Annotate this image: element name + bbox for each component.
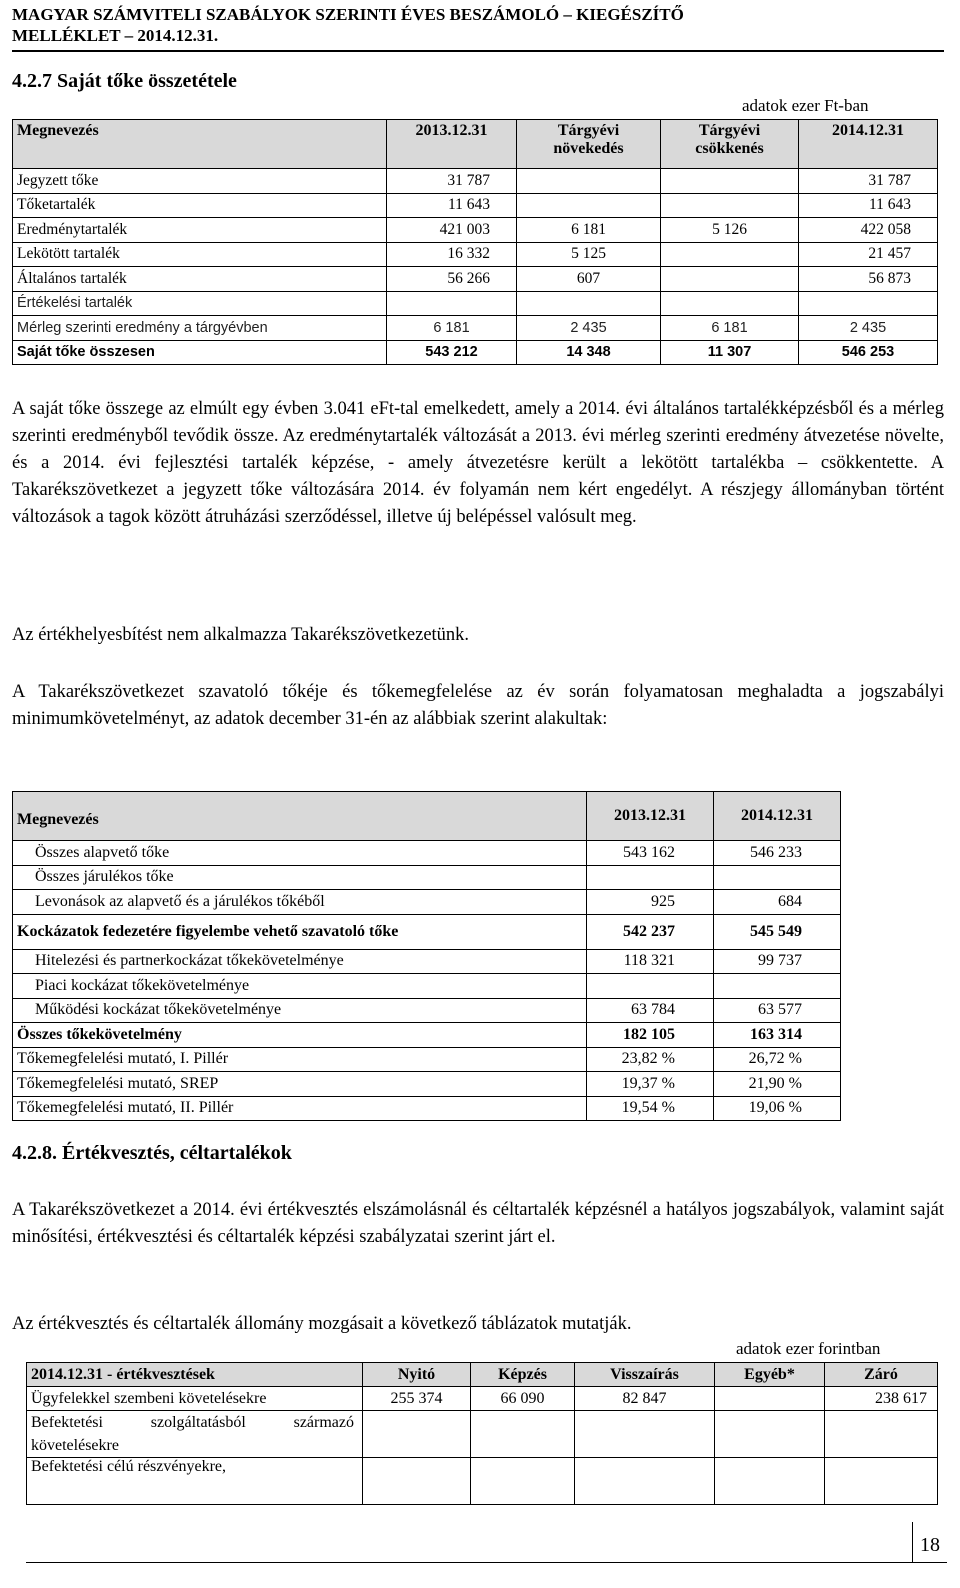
- table-row: [27, 1411, 938, 1458]
- cell: [517, 169, 661, 194]
- cell: 118 321: [587, 949, 714, 974]
- cell: 422 058: [799, 218, 938, 243]
- cell: 238 617: [825, 1387, 938, 1411]
- cell: 546 253: [799, 340, 938, 365]
- header-cell: Megnevezés: [13, 120, 387, 169]
- cell: [387, 291, 517, 316]
- table-row: [13, 998, 841, 1023]
- header-cell: 2014.12.31: [714, 792, 841, 841]
- cell: 545 549: [714, 914, 841, 949]
- cell: [714, 865, 841, 890]
- cell: [715, 1387, 825, 1411]
- cell: 607: [517, 267, 661, 292]
- cell: 255 374: [363, 1387, 471, 1411]
- table-row: [13, 865, 841, 890]
- cell: 21 457: [799, 242, 938, 267]
- row-label: Befektetési célú részvényekre,: [27, 1458, 363, 1505]
- cell: [661, 242, 799, 267]
- header-cell: Záró: [825, 1363, 938, 1387]
- cell: [715, 1458, 825, 1505]
- row-label: Hitelezési és partnerkockázat tőkekövetelménye: [13, 949, 587, 974]
- cell: [661, 193, 799, 218]
- cell: 31 787: [387, 169, 517, 194]
- paragraph-equity-change: [12, 396, 944, 531]
- cell: [575, 1411, 715, 1458]
- paragraph-text: Az értékvesztés és céltartalék állomány mozgásait a következő táblázatok mutatják.: [12, 1314, 632, 1334]
- header-cell: 2014.12.31 - értékvesztések: [27, 1363, 363, 1387]
- header-cell-line: Tárgyévi: [698, 122, 761, 139]
- row-label: Levonások az alapvető és a járulékos tőkéből: [13, 890, 587, 915]
- cell: [825, 1458, 938, 1505]
- row-label: Saját tőke összesen: [13, 340, 387, 365]
- cell: [661, 291, 799, 316]
- header-cell: 2014.12.31: [799, 120, 938, 169]
- row-label: Összes alapvető tőke: [13, 841, 587, 866]
- cell: 26,72 %: [714, 1047, 841, 1072]
- header-cell-line: növekedés: [553, 140, 624, 157]
- cell: [517, 193, 661, 218]
- cell: 31 787: [799, 169, 938, 194]
- document-header: [12, 4, 942, 46]
- cell: 66 090: [471, 1387, 575, 1411]
- cell: 82 847: [575, 1387, 715, 1411]
- cell: 11 643: [799, 193, 938, 218]
- cell: 63 577: [714, 998, 841, 1023]
- cell: 11 643: [387, 193, 517, 218]
- cell: 11 307: [661, 340, 799, 365]
- cell: 925: [587, 890, 714, 915]
- table-row: [13, 1072, 841, 1097]
- row-label: Értékelési tartalék: [13, 291, 387, 316]
- row-label: Összes tőkekövetelmény: [13, 1023, 587, 1048]
- cell: [587, 974, 714, 999]
- row-label: Jegyzett tőke: [13, 169, 387, 194]
- cell: 19,06 %: [714, 1096, 841, 1121]
- row-label: Piaci kockázat tőkekövetelménye: [13, 974, 587, 999]
- cell: 16 332: [387, 242, 517, 267]
- table-row: [13, 841, 841, 866]
- cell: 6 181: [661, 316, 799, 341]
- table-row: [13, 242, 938, 267]
- header-line-1: MAGYAR SZÁMVITELI SZABÁLYOK SZERINTI ÉVES BESZÁMOLÓ – KIEGÉSZÍTŐ: [12, 5, 684, 24]
- cell: 63 784: [587, 998, 714, 1023]
- table-row: [13, 1023, 841, 1048]
- table-row: [13, 949, 841, 974]
- row-label: Tőketartalék: [13, 193, 387, 218]
- cell: 684: [714, 890, 841, 915]
- header-cell: 2013.12.31: [587, 792, 714, 841]
- cell: [471, 1411, 575, 1458]
- equity-table: [12, 119, 938, 365]
- table-row-total: [13, 340, 938, 365]
- cell: 23,82 %: [587, 1047, 714, 1072]
- cell: [661, 169, 799, 194]
- cell: 56 873: [799, 267, 938, 292]
- paragraph-text: A Takarékszövetkezet a 2014. évi értékvesztés elszámolásnál és céltartalék képzésnél a hatályos jogszabályok, valamint saját minősítési, értékvesztési és céltartalék képzési szabályzatai szerint járt el.: [12, 1200, 944, 1247]
- table-row: [13, 193, 938, 218]
- table-header-row: [13, 792, 841, 841]
- cell: 182 105: [587, 1023, 714, 1048]
- row-label: Lekötött tartalék: [13, 242, 387, 267]
- capital-table: [12, 791, 841, 1121]
- header-cell: 2013.12.31: [387, 120, 517, 169]
- cell: 56 266: [387, 267, 517, 292]
- cell: 14 348: [517, 340, 661, 365]
- footer-rule: [26, 1562, 912, 1563]
- header-cell: [517, 120, 661, 169]
- row-label: Általános tartalék: [13, 267, 387, 292]
- table-row: [27, 1458, 938, 1505]
- cell: [363, 1458, 471, 1505]
- unit-note-impairment: adatok ezer forintban: [736, 1339, 881, 1358]
- header-cell: Visszaírás: [575, 1363, 715, 1387]
- table-row: [13, 316, 938, 341]
- section-title-impairment: 4.2.8. Értékvesztés, céltartalékok: [12, 1142, 292, 1164]
- row-label: Tőkemegfelelési mutató, SREP: [13, 1072, 587, 1097]
- row-label: Eredménytartalék: [13, 218, 387, 243]
- header-cell: Nyitó: [363, 1363, 471, 1387]
- table-row: [13, 914, 841, 949]
- cell: 19,54 %: [587, 1096, 714, 1121]
- cell: [825, 1411, 938, 1458]
- header-cell: Megnevezés: [13, 792, 587, 841]
- paragraph-text: A saját tőke összege az elmúlt egy évben 3.041 eFt-tal emelkedett, amely a 2014. évi általános tartalékképzésből és a mérleg szerinti eredményből tevődik össze. Az eredménytartalék változását a 2013. évi mérleg szerinti eredmény átvezetése növelte, és a 2014. évi fejlesztési tartalék képzése, - amely átvezetésre került a lekötött tartalékba – csökkentette. A Takarékszövetkezet a jegyzett tőke változására 2014. év folyamán nem kért engedélyt. A részjegy állományban történt változások a tagok között átruházási szerződéssel, illetve új belépéssel valósult meg.: [12, 399, 944, 527]
- table-row: [13, 267, 938, 292]
- table-row: [13, 1096, 841, 1121]
- cell: [471, 1458, 575, 1505]
- row-label: Kockázatok fedezetére figyelembe vehető szavatoló tőke: [13, 914, 587, 949]
- cell: 6 181: [387, 316, 517, 341]
- cell: [575, 1458, 715, 1505]
- header-cell: [661, 120, 799, 169]
- paragraph-text: Az értékhelyesbítést nem alkalmazza Takarékszövetkezetünk.: [12, 625, 470, 645]
- header-cell: Képzés: [471, 1363, 575, 1387]
- cell: [715, 1411, 825, 1458]
- cell: 543 162: [587, 841, 714, 866]
- cell: 163 314: [714, 1023, 841, 1048]
- page-number: 18: [920, 1534, 940, 1556]
- cell: [714, 974, 841, 999]
- header-cell-line: csökkenés: [695, 140, 764, 157]
- header-cell-line: Tárgyévi: [557, 122, 620, 139]
- table-row: [13, 974, 841, 999]
- cell: 19,37 %: [587, 1072, 714, 1097]
- paragraph-revaluation: [12, 622, 944, 649]
- unit-note-equity: adatok ezer Ft-ban: [742, 96, 869, 115]
- cell: [661, 267, 799, 292]
- cell: [517, 291, 661, 316]
- paragraph-impairment-intro: [12, 1311, 944, 1338]
- cell: 5 125: [517, 242, 661, 267]
- row-label: Összes járulékos tőke: [13, 865, 587, 890]
- paragraph-impairment-policy: [12, 1197, 944, 1251]
- cell: [799, 291, 938, 316]
- paragraph-capital-adequacy: [12, 679, 944, 733]
- cell: 2 435: [799, 316, 938, 341]
- cell: [587, 865, 714, 890]
- cell: 542 237: [587, 914, 714, 949]
- cell: 546 233: [714, 841, 841, 866]
- table-row: [27, 1387, 938, 1411]
- cell: 99 737: [714, 949, 841, 974]
- cell: 543 212: [387, 340, 517, 365]
- cell: [363, 1411, 471, 1458]
- table-row: [13, 169, 938, 194]
- cell: 2 435: [517, 316, 661, 341]
- section-title-equity: 4.2.7 Saját tőke összetétele: [12, 70, 237, 92]
- cell: 421 003: [387, 218, 517, 243]
- row-label: Tőkemegfelelési mutató, II. Pillér: [13, 1096, 587, 1121]
- row-label: Tőkemegfelelési mutató, I. Pillér: [13, 1047, 587, 1072]
- table-header-row: [13, 120, 938, 169]
- table-row: [13, 218, 938, 243]
- header-cell: Egyéb*: [715, 1363, 825, 1387]
- cell: 21,90 %: [714, 1072, 841, 1097]
- paragraph-text: A Takarékszövetkezet szavatoló tőkéje és tőkemegfelelése az év során folyamatosan meghaladta a jogszabályi minimumkövetelményt, az adatok december 31-én az alábbiak szerint alakultak:: [12, 682, 944, 729]
- header-rule: [12, 50, 944, 52]
- table-row: [13, 1047, 841, 1072]
- table-header-row: [27, 1363, 938, 1387]
- cell: 6 181: [517, 218, 661, 243]
- table-row: [13, 291, 938, 316]
- row-label: Mérleg szerinti eredmény a tárgyévben: [13, 316, 387, 341]
- header-line-2: MELLÉKLET – 2014.12.31.: [12, 26, 219, 45]
- table-row: [13, 890, 841, 915]
- row-label: Ügyfelekkel szembeni követelésekre: [27, 1387, 363, 1411]
- row-label: Működési kockázat tőkekövetelménye: [13, 998, 587, 1023]
- impairment-table: [26, 1362, 938, 1505]
- cell: 5 126: [661, 218, 799, 243]
- row-label: Befektetési szolgáltatásból származó követelésekre: [27, 1411, 363, 1458]
